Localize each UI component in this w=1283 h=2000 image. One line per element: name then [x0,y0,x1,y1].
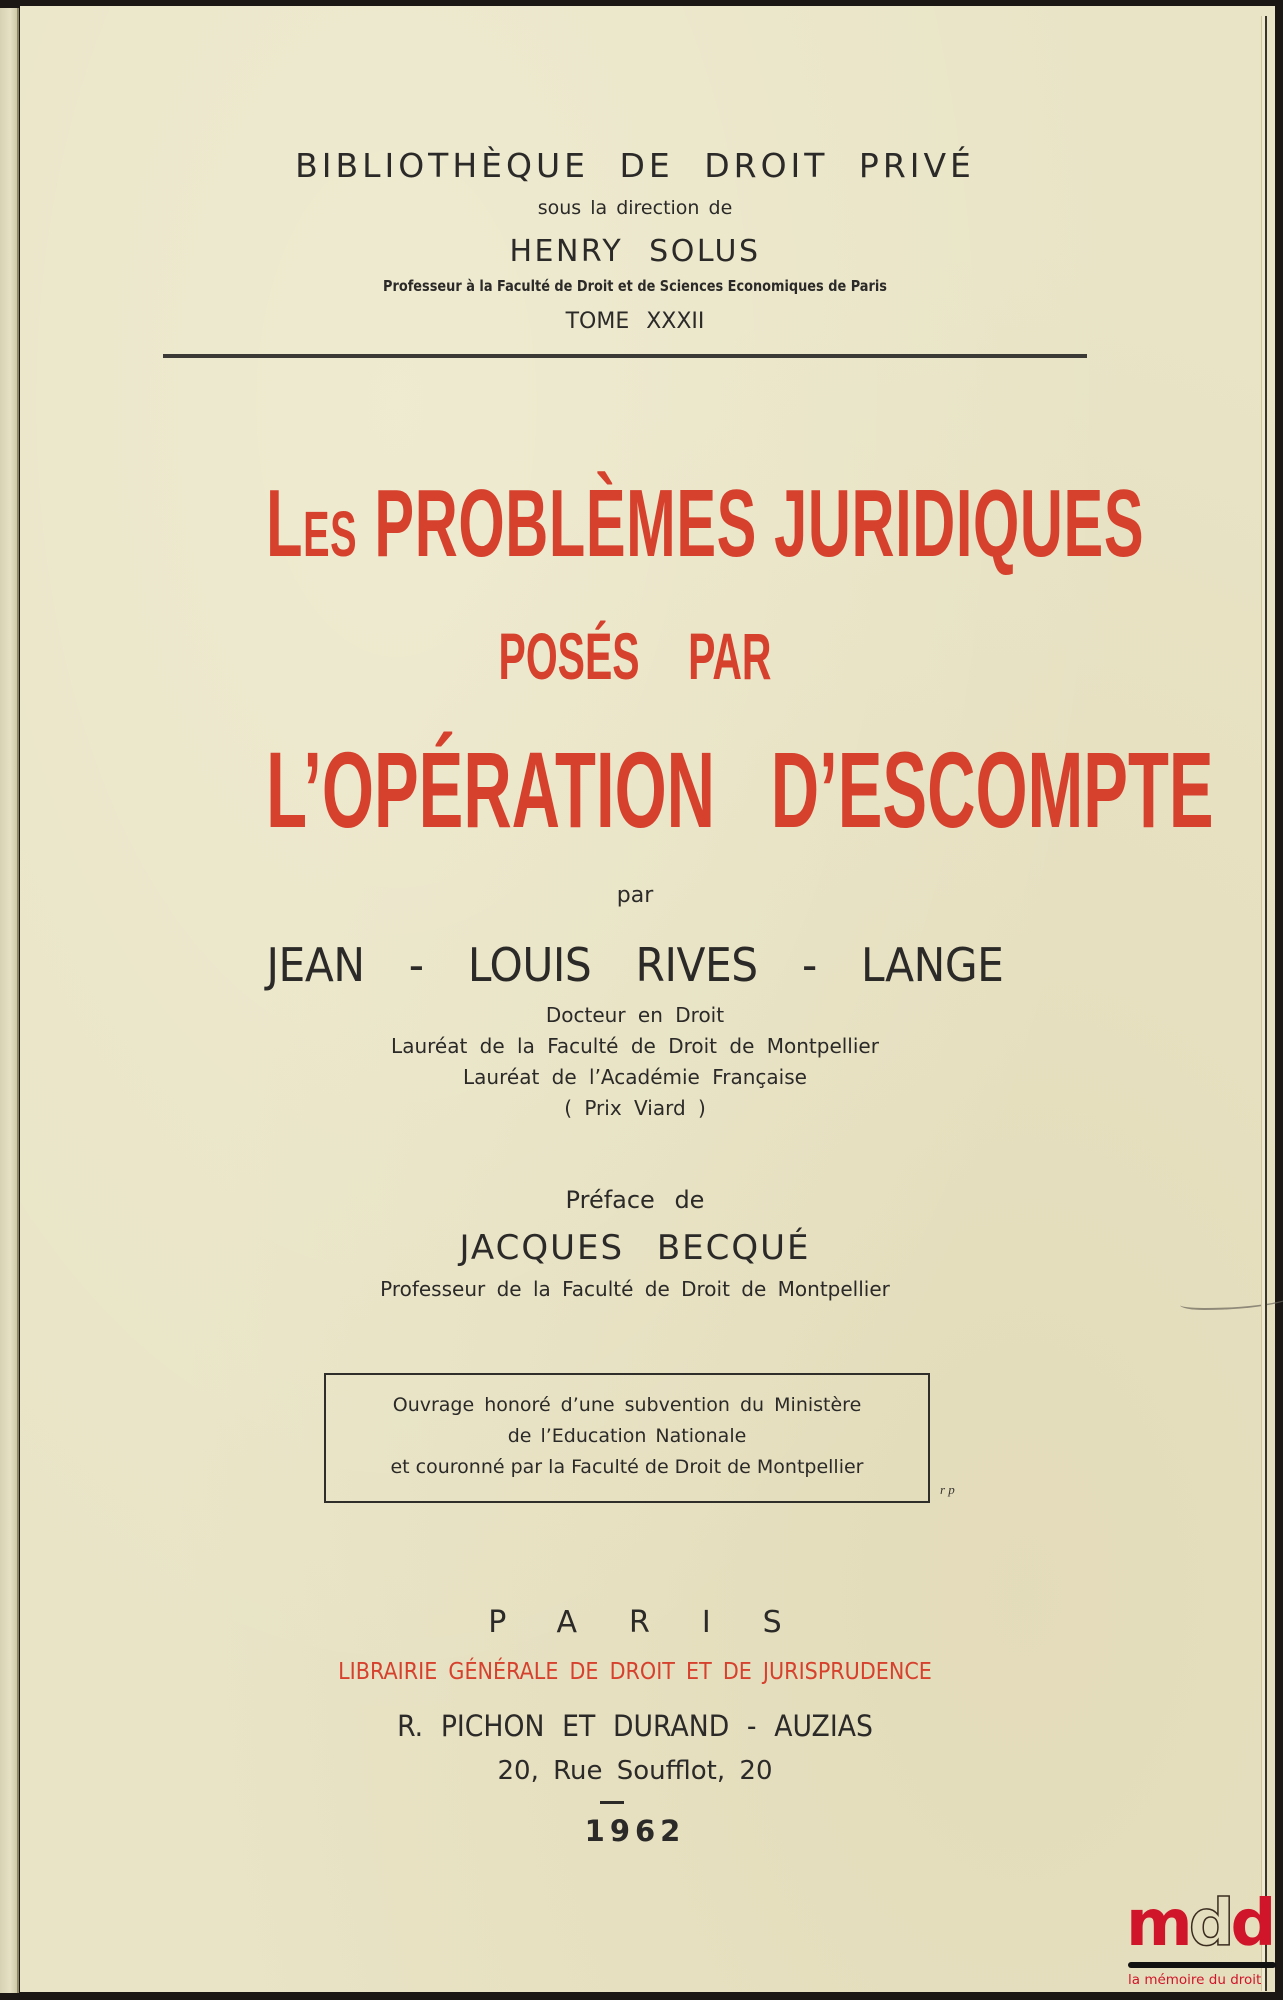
logo-bar [1128,1962,1276,1968]
title-line-2: POSÉS PAR [498,619,772,693]
imprint-printer: R. PICHON ET DURAND - AUZIAS [397,1709,873,1743]
preface-label: Préface de [565,1186,705,1214]
by-label: par [616,883,654,908]
pencil-mark [1180,1286,1283,1310]
title-page [20,6,1275,1992]
preface-author: JACQUES BECQUÉ [459,1228,811,1268]
series-direction-label: sous la direction de [537,197,733,219]
title-line-3: L’OPÉRATION D’ESCOMPTE [266,729,1214,850]
tome-number: TOME XXXII [565,309,705,334]
imprint-year: 1962 [584,1814,686,1848]
title-line-1 [266,470,1145,577]
mdd-logo-icon: mdd [1126,1887,1273,1961]
author-name: JEAN - LOUIS RIVES - LANGE [266,938,1004,992]
imprint-publisher: LIBRAIRIE GÉNÉRALE DE DROIT ET DE JURISPRUDENCE [338,1659,932,1685]
title-initial: L [266,470,304,577]
title-line-1-rest: PROBLÈMES JURIDIQUES [357,470,1145,577]
imprint-dash [600,1801,624,1804]
award-line: et couronné par la Faculté de Droit de Montpellier [390,1456,864,1478]
author-credential: Docteur en Droit [545,1003,725,1027]
imprint-city: PARIS [488,1605,834,1640]
previous-page-edge [0,8,19,1993]
preface-author-role: Professeur de la Faculté de Droit de Montpellier [380,1277,890,1301]
author-credential: Lauréat de l’Académie Française [463,1065,807,1089]
imprint-address: 20, Rue Soufflot, 20 [497,1756,773,1786]
title-small-caps: ES [303,498,358,570]
author-credential: ( Prix Viard ) [564,1096,706,1120]
series-title: BIBLIOTHÈQUE DE DROIT PRIVÉ [295,146,975,185]
header-rule [163,354,1087,358]
pencil-marginalia: r p [940,1482,955,1497]
mdd-watermark-logo [1120,1887,1280,1994]
page-edge-right [1261,16,1267,1991]
series-director: HENRY SOLUS [509,234,761,269]
series-director-role: Professeur à la Faculté de Droit et de Sciences Economiques de Paris [383,277,887,295]
logo-tagline: la mémoire du droit [1128,1972,1262,1988]
award-line: de l’Education Nationale [507,1425,747,1447]
award-box [324,1373,930,1503]
author-credential: Lauréat de la Faculté de Droit de Montpellier [391,1034,879,1058]
award-line: Ouvrage honoré d’une subvention du Ministère [392,1394,862,1416]
